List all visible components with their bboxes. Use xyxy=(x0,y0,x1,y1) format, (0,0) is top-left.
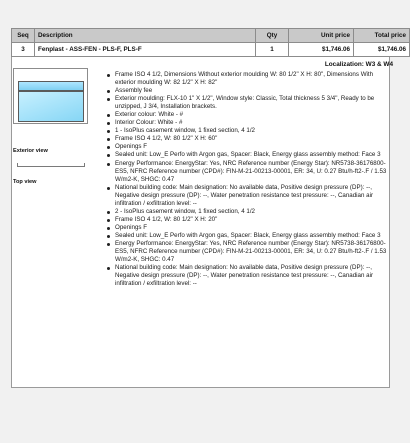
spec-item: 1 - IsoPlus casement window, 1 fixed section, 4 1/2 xyxy=(105,127,390,135)
header-total-price: Total price xyxy=(354,29,410,43)
top-view-outline xyxy=(17,163,85,167)
spec-item: National building code: Main designation: No available data, Positive design pressure (DP): --, Negative design pressure (DP): --, Water penetration resistance test pressure: --, Canadian air infiltration / exfiltration level: -- xyxy=(105,264,390,288)
cell-seq: 3 xyxy=(12,43,35,57)
cell-description: Fenplast - ASS-FEN - PLS-F, PLS-F xyxy=(35,43,256,57)
quote-table xyxy=(11,28,410,57)
spec-item: Frame ISO 4 1/2, W: 80 1/2" X H: 20" xyxy=(105,216,390,224)
spec-item: National building code: Main designation: No available data, Positive design pressure (DP): --, Negative design pressure (DP): --, Water penetration resistance test pressure: --, Canadian air infiltration / exfiltration level: -- xyxy=(105,184,390,208)
table-row xyxy=(12,43,410,57)
top-view-label: Top view xyxy=(13,179,37,185)
cell-unit-price: $1,746.06 xyxy=(289,43,354,57)
table-header-row xyxy=(12,29,410,43)
spec-item: Energy Performance: EnergyStar: Yes, NRC Reference number (Energy Star): NR5738-36176800-ES5, NFRC Reference number (CPD#): FIN-M-21-00213-00001, ER: 34, U: 0.27 Btu/h-ft2-.F / 1.53 W/m2-K, SHGC: 0.47 xyxy=(105,160,390,184)
spec-item: Assembly fee xyxy=(105,87,390,95)
header-seq: Seq xyxy=(12,29,35,43)
spec-item: Energy Performance: EnergyStar: Yes, NRC Reference number (Energy Star): NR5738-36176800-ES5, NFRC Reference number (CPD#): FIN-M-21-00213-00001, ER: 34, U: 0.27 Btu/h-ft2-.F / 1.53 W/m2-K, SHGC: 0.47 xyxy=(105,240,390,264)
spec-item: 2 - IsoPlus casement window, 1 fixed section, 4 1/2 xyxy=(105,208,390,216)
cell-qty: 1 xyxy=(256,43,289,57)
header-description: Description xyxy=(35,29,256,43)
spec-item: Openings F xyxy=(105,143,390,151)
spec-item: Openings F xyxy=(105,224,390,232)
window-top-pane xyxy=(18,81,84,91)
header-qty: Qty xyxy=(256,29,289,43)
window-illustration xyxy=(13,68,88,124)
spec-item: Frame ISO 4 1/2, Dimensions Without exterior moulding W: 80 1/2" X H: 80", Dimensions With exterior moulding W: 82 1/2" X H: 82" xyxy=(105,71,390,87)
spec-item: Exterior moulding: FLX-10 1" X 1/2", Window style: Classic, Total thickness 5 3/4", Ready to be unzipped, J 3/4, Installation brackets. xyxy=(105,95,390,111)
window-main-pane xyxy=(18,91,84,122)
header-unit-price: Unit price xyxy=(289,29,354,43)
spec-item: Frame ISO 4 1/2, W: 80 1/2" X H: 60" xyxy=(105,135,390,143)
localization-label: Localization: W3 & W4 xyxy=(324,61,393,68)
exterior-view-label: Exterior view xyxy=(13,148,48,154)
spec-item: Exterior colour: White - # xyxy=(105,111,390,119)
spec-item: Sealed unit: Low_E Perfo with Argon gas, Spacer: Black, Energy glass assembly method: Face 3 xyxy=(105,232,390,240)
spec-item: Interior Colour: White - # xyxy=(105,119,390,127)
spec-item: Sealed unit: Low_E Perfo with Argon gas, Spacer: Black, Energy glass assembly method: Face 3 xyxy=(105,151,390,159)
spec-list xyxy=(105,71,390,288)
cell-total-price: $1,746.06 xyxy=(354,43,410,57)
